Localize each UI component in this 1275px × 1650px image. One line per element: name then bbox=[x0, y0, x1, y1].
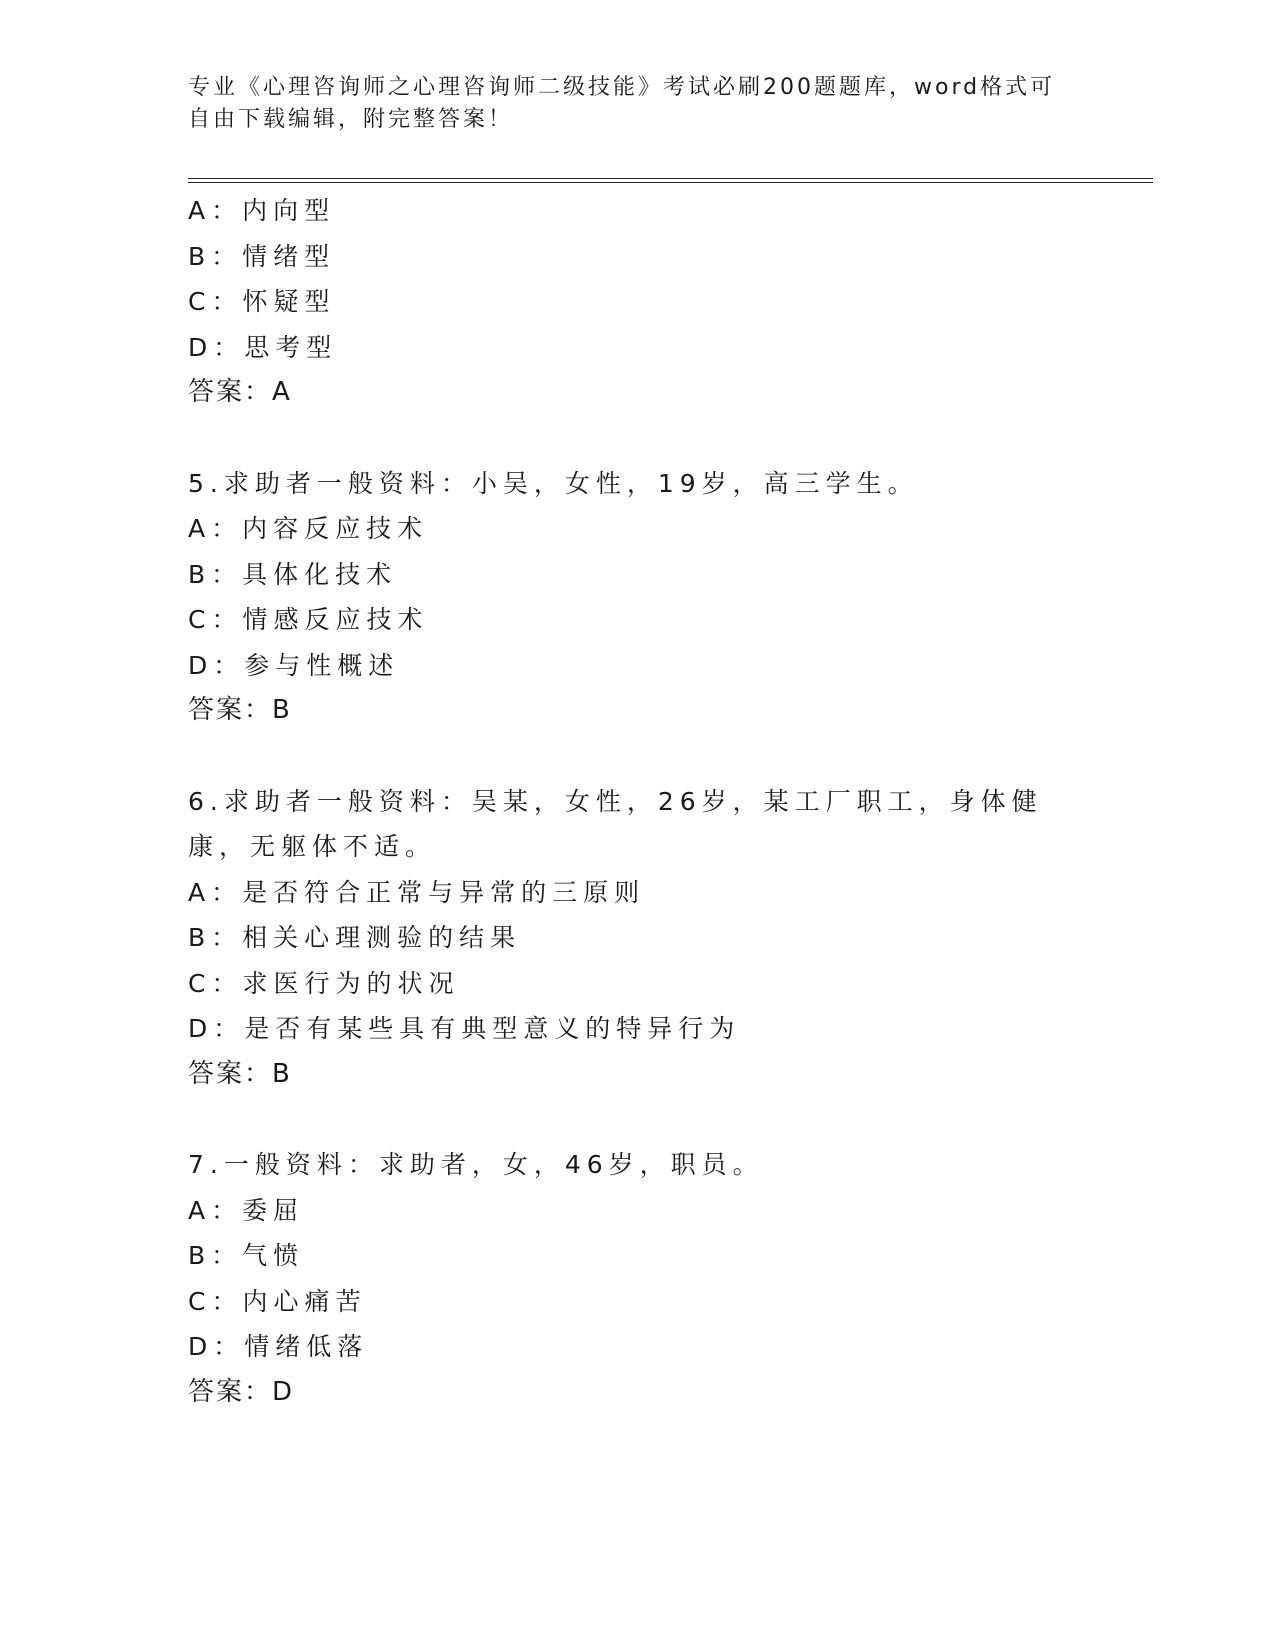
question-block bbox=[188, 461, 1088, 734]
option-a: A：委屈 bbox=[188, 1195, 305, 1225]
option-c: C：求医行为的状况 bbox=[188, 968, 460, 998]
question-text: 6.求助者一般资料：吴某，女性，26岁，某工厂职工，身体健康，无躯体不适。 bbox=[188, 786, 1043, 861]
question-text: 7.一般资料：求助者，女，46岁，职员。 bbox=[188, 1150, 764, 1179]
option-d: D：思考型 bbox=[188, 332, 338, 362]
option-c: C：情感反应技术 bbox=[188, 605, 429, 634]
document-header: 专业《心理咨询师之心理咨询师二级技能》考试必刷200题题库，word格式可自由下载编辑，附完整答案！ bbox=[188, 75, 1056, 132]
option-a: A：内向型 bbox=[188, 196, 336, 225]
answer-label: 答案：B bbox=[188, 1058, 292, 1089]
option-a: A：内容反应技术 bbox=[188, 514, 429, 543]
question-block bbox=[188, 1142, 1088, 1415]
option-b: B：情绪型 bbox=[188, 241, 336, 271]
question-list bbox=[188, 188, 1088, 1460]
question-block bbox=[188, 779, 1088, 1098]
option-d: D：是否有某些具有典型意义的特异行为 bbox=[188, 1014, 741, 1043]
header-divider-top bbox=[188, 178, 1153, 179]
option-b: B：相关心理测验的结果 bbox=[188, 923, 522, 952]
option-d: D：参与性概述 bbox=[188, 650, 400, 680]
option-c: C：内心痛苦 bbox=[188, 1286, 367, 1316]
question-text: 5.求助者一般资料：小吴，女性，19岁，高三学生。 bbox=[188, 468, 919, 498]
option-b: B：具体化技术 bbox=[188, 559, 398, 589]
answer-label: 答案：D bbox=[188, 1376, 295, 1407]
answer-label: 答案：B bbox=[188, 695, 292, 725]
option-d: D：情绪低落 bbox=[188, 1332, 369, 1361]
option-b: B：气愤 bbox=[188, 1241, 305, 1270]
option-c: C：怀疑型 bbox=[188, 287, 336, 316]
header-divider-bottom bbox=[188, 182, 1153, 183]
option-a: A：是否符合正常与异常的三原则 bbox=[188, 877, 646, 907]
answer-label: 答案：A bbox=[188, 377, 292, 407]
question-block bbox=[188, 188, 1088, 416]
